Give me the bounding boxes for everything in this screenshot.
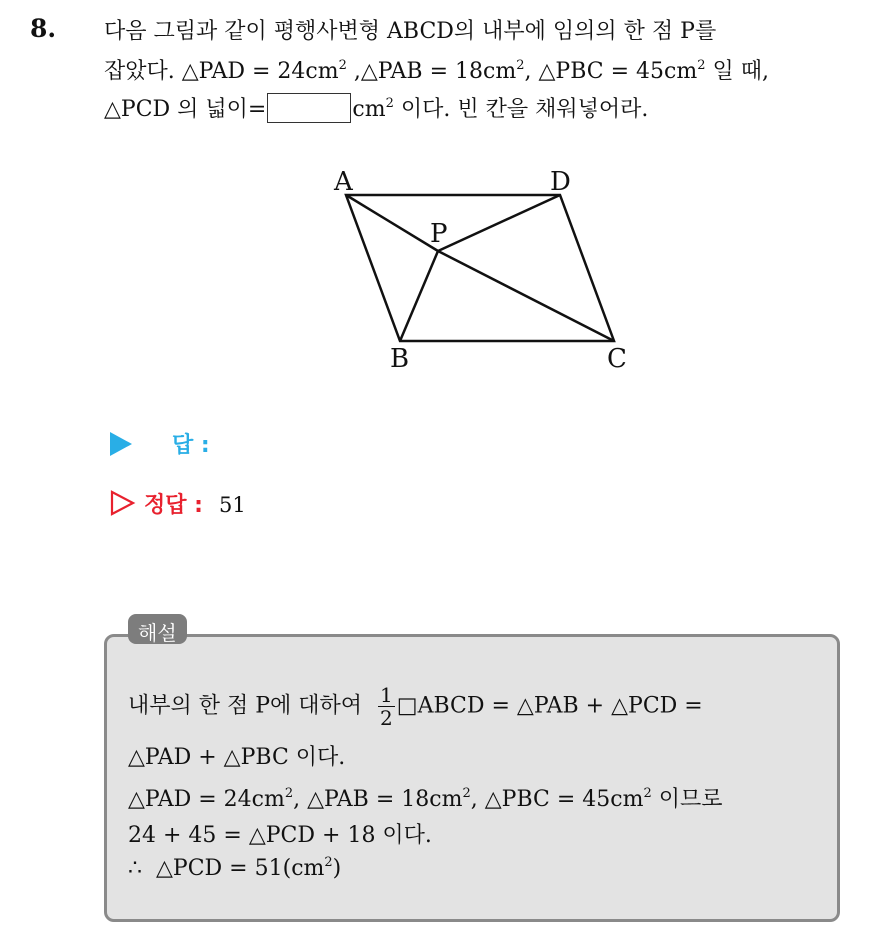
fraction-denominator: 2 bbox=[380, 706, 393, 730]
superscript: 2 bbox=[643, 786, 652, 801]
superscript: 2 bbox=[516, 58, 525, 73]
therefore-symbol: ∴ bbox=[128, 856, 142, 881]
question-line-1: 다음 그림과 같이 평행사변형 ABCD의 내부에 임의의 한 점 P를 bbox=[104, 19, 717, 44]
answer-label: 답 : bbox=[172, 433, 210, 458]
explanation-line-5 bbox=[128, 856, 341, 881]
explanation-tag: 해설 bbox=[128, 614, 187, 644]
q2-part-c: , △PBC = 45cm bbox=[524, 59, 698, 84]
e3-part-b: , △PAB = 18cm bbox=[293, 787, 463, 812]
e3-part-c: , △PBC = 45cm bbox=[470, 787, 644, 812]
explanation-line-1 bbox=[128, 684, 703, 729]
explanation-line-4: 24 + 45 = △PCD + 18 이다. bbox=[128, 823, 432, 848]
segment-pb bbox=[400, 251, 438, 341]
label-p: P bbox=[430, 219, 448, 249]
segment-pd bbox=[438, 195, 560, 251]
e5-part-b: △PCD = 51(cm bbox=[156, 856, 325, 881]
label-a: A bbox=[334, 167, 353, 197]
q3-part-a: △PCD 의 넓이= bbox=[104, 97, 267, 122]
fraction-numerator: 1 bbox=[380, 683, 393, 707]
e1-part-b: □ABCD = △PAB + △PCD = bbox=[396, 693, 703, 719]
q3-part-c: 이다. 빈 칸을 채워넣어라. bbox=[393, 97, 649, 122]
q2-part-b: ,△PAB = 18cm bbox=[346, 59, 517, 84]
e1-part-a: 내부의 한 점 P에 대하여 bbox=[128, 693, 363, 719]
superscript: 2 bbox=[338, 58, 347, 73]
q3-part-b: cm bbox=[352, 97, 386, 122]
label-d: D bbox=[550, 167, 571, 197]
segment-pc bbox=[438, 251, 614, 341]
e3-part-a: △PAD = 24cm bbox=[128, 787, 285, 812]
label-c: C bbox=[607, 344, 627, 374]
superscript: 2 bbox=[385, 96, 394, 111]
correct-answer-value: 51 bbox=[218, 493, 246, 517]
e3-part-d: 이므로 bbox=[651, 787, 723, 812]
q2-part-d: 일 때, bbox=[705, 59, 769, 84]
play-triangle-icon bbox=[110, 432, 132, 456]
correct-answer-label: 정답 : bbox=[144, 493, 203, 518]
label-b: B bbox=[390, 344, 410, 374]
explanation-line-2: △PAD + △PBC 이다. bbox=[128, 745, 346, 770]
outline-triangle-icon bbox=[110, 490, 136, 516]
fraction-one-half bbox=[378, 684, 395, 729]
superscript: 2 bbox=[462, 786, 471, 801]
explanation-line-3 bbox=[128, 782, 722, 813]
superscript: 2 bbox=[697, 58, 706, 73]
superscript: 2 bbox=[284, 786, 294, 801]
e5-part-c: ) bbox=[332, 856, 342, 881]
question-number: 8. bbox=[30, 14, 57, 43]
superscript: 2 bbox=[324, 855, 333, 870]
q2-part-a: 잡았다. △PAD = 24cm bbox=[104, 59, 339, 84]
answer-row bbox=[110, 428, 210, 459]
correct-answer-row bbox=[110, 488, 246, 519]
segment-pa bbox=[346, 195, 438, 251]
